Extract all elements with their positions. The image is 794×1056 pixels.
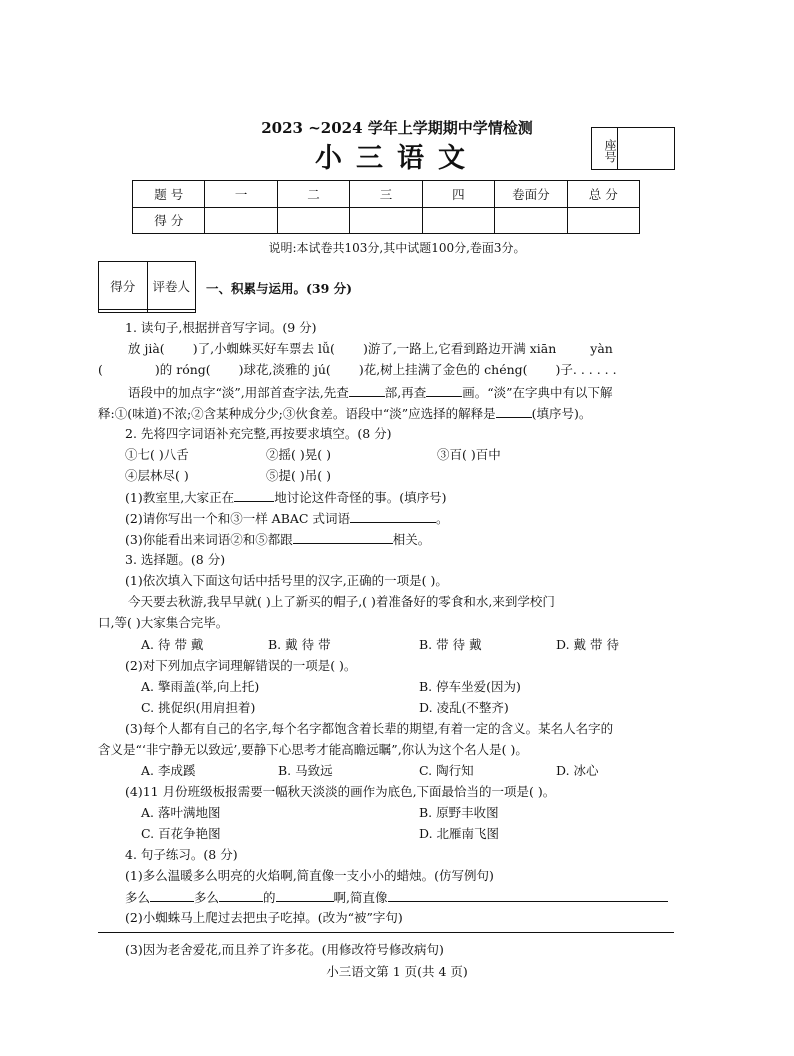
q3-option[interactable]: A. 擎雨盖(举,向上托) xyxy=(141,679,260,694)
q2-word-1: ①七( )八舌 xyxy=(125,447,189,462)
exam-title: 2023 ~2024 学年上学期期中学情检测 xyxy=(261,119,533,137)
q4-fill-line xyxy=(125,889,668,906)
score-header-cell: 二 xyxy=(277,181,349,208)
q1-line4 xyxy=(98,405,591,422)
text: 部,再查 xyxy=(384,385,427,400)
q3-sub-2: (2)对下列加点字词理解错误的一项是( )。 xyxy=(125,658,357,673)
q2-sub-3 xyxy=(125,531,430,548)
q3-passage-2: 口,等( )大家集合完毕。 xyxy=(98,615,229,630)
q3-option[interactable]: D. 凌乱(不整齐) xyxy=(419,700,509,715)
q3-title: 3. 选择题。(8 分) xyxy=(125,552,226,567)
q2-sub-1 xyxy=(125,489,446,506)
q3-option[interactable]: D. 戴 带 待 xyxy=(556,637,619,652)
text: 多么 xyxy=(194,890,220,905)
score-cell[interactable] xyxy=(205,207,277,234)
subject-title: 小三语文 xyxy=(315,143,479,174)
score-cell[interactable] xyxy=(277,207,349,234)
answer-blank[interactable] xyxy=(293,531,393,544)
answer-blank[interactable] xyxy=(350,510,436,523)
score-header-cell: 卷面分 xyxy=(495,181,567,208)
q2-title: 2. 先将四字词语补充完整,再按要求填空。(8 分) xyxy=(125,426,392,441)
grader-table xyxy=(98,261,196,313)
text: 啊,简直像 xyxy=(333,890,388,905)
score-table-header-row xyxy=(133,181,640,208)
score-table-score-row xyxy=(133,207,640,234)
text: )了,小蜘蛛买好车票去 lǚ( xyxy=(192,341,335,356)
q3-option[interactable]: B. 停车坐爱(因为) xyxy=(419,679,521,694)
q3-sub-3a: (3)每个人都有自己的名字,每个名字都饱含着长辈的期望,有着一定的含义。某名人名字的 xyxy=(125,721,614,736)
text: )的 róng( xyxy=(154,362,211,377)
q1-line2 xyxy=(98,362,617,378)
text: 。 xyxy=(435,511,449,526)
q4-sub-3: (3)因为老舍爱花,而且养了许多花。(用修改符号修改病句) xyxy=(125,942,444,957)
q4-title: 4. 句子练习。(8 分) xyxy=(125,847,238,862)
q4-sub-2: (2)小蜘蛛马上爬过去把虫子吃掉。(改为“被”字句) xyxy=(125,910,403,925)
q2-sub-2 xyxy=(125,510,448,527)
seat-label: 座号 xyxy=(592,128,618,169)
score-header-cell: 一 xyxy=(205,181,277,208)
score-header-cell: 总 分 xyxy=(567,181,639,208)
grader-score-label: 得分 xyxy=(99,262,148,310)
text: 放 jià( xyxy=(128,341,165,356)
q2-word-4: ④层林尽( ) xyxy=(125,468,189,483)
q3-option[interactable]: C. 陶行知 xyxy=(419,763,474,778)
score-cell[interactable] xyxy=(567,207,639,234)
seat-number-box xyxy=(591,127,675,170)
answer-blank[interactable] xyxy=(388,889,668,902)
text: 地讨论这件奇怪的事。(填序号) xyxy=(274,490,447,505)
answer-blank[interactable] xyxy=(496,405,532,418)
section-1-heading: 一、积累与运用。(39 分) xyxy=(206,281,353,296)
q2-word-3: ③百( )百中 xyxy=(437,447,501,462)
answer-blank[interactable] xyxy=(234,489,274,502)
text: 的 xyxy=(263,890,276,905)
answer-blank[interactable] xyxy=(150,889,194,902)
page-footer: 小三语文第 1 页(共 4 页) xyxy=(326,964,468,979)
q4-sub-1: (1)多么温暖多么明亮的火焰啊,简直像一支小小的蜡烛。(仿写例句) xyxy=(125,868,494,883)
text: 释:①(味道)不浓;②含某种成分少;③伙食差。语段中“淡”应选择的解释是 xyxy=(98,406,496,421)
score-cell[interactable] xyxy=(422,207,494,234)
text: (填序号)。 xyxy=(531,406,592,421)
q3-option[interactable]: C. 挑促织(用肩担着) xyxy=(141,700,256,715)
text: )子. . . . . . xyxy=(555,362,617,377)
grader-name-cell[interactable] xyxy=(147,310,196,313)
q3-sub-4: (4)11 月份班级板报需要一幅秋天淡淡的画作为底色,下面最恰当的一项是( )。 xyxy=(125,784,556,799)
text: (2)请你写出一个和③一样 ABAC 式词语 xyxy=(125,511,350,526)
grader-score-cell[interactable] xyxy=(99,310,148,313)
answer-blank[interactable] xyxy=(426,384,462,397)
q3-option[interactable]: A. 待 带 戴 xyxy=(141,637,204,652)
q3-option[interactable]: D. 北雁南飞图 xyxy=(419,826,500,841)
q3-option[interactable]: B. 马致远 xyxy=(278,763,333,778)
score-row-label: 得 分 xyxy=(133,207,205,234)
score-header-cell: 四 xyxy=(422,181,494,208)
q1-title: 1. 读句子,根据拼音写字词。(9 分) xyxy=(125,320,317,335)
score-table xyxy=(132,180,640,234)
q3-sub-3b: 含义是“‘非宁静无以致远’,要静下心思考才能高瞻远瞩”,你认为这个名人是( )。 xyxy=(98,742,528,757)
answer-blank[interactable] xyxy=(276,889,334,902)
score-cell[interactable] xyxy=(495,207,567,234)
text: )游了,一路上,它看到路边开满 xiān xyxy=(362,341,557,356)
score-header-cell: 题 号 xyxy=(133,181,205,208)
text: 语段中的加点字“淡”,用部首查字法,先查 xyxy=(128,385,349,400)
q3-sub-1: (1)依次填入下面这句话中括号里的汉字,正确的一项是( )。 xyxy=(125,573,448,588)
text: 相关。 xyxy=(392,532,431,547)
text: )花,树上挂满了金色的 chéng( xyxy=(358,362,528,377)
grader-name-label: 评卷人 xyxy=(147,262,196,310)
q3-option[interactable]: D. 冰心 xyxy=(556,763,599,778)
q3-option[interactable]: A. 李成蹊 xyxy=(141,763,196,778)
q3-passage-1: 今天要去秋游,我早早就( )上了新买的帽子,( )着准备好的零食和水,来到学校门 xyxy=(128,594,555,609)
text: yàn xyxy=(590,341,613,356)
text: 多么 xyxy=(125,890,151,905)
answer-blank[interactable] xyxy=(349,384,385,397)
text: )球花,淡雅的 jú( xyxy=(238,362,331,377)
answer-line[interactable] xyxy=(98,932,674,933)
score-header-cell: 三 xyxy=(350,181,422,208)
q2-word-2: ②摇( )晃( ) xyxy=(266,447,331,462)
q3-option[interactable]: B. 带 待 戴 xyxy=(419,637,482,652)
q1-line1 xyxy=(128,341,613,357)
text: (1)教室里,大家正在 xyxy=(125,490,235,505)
q3-option[interactable]: A. 落叶满地图 xyxy=(141,805,221,820)
score-cell[interactable] xyxy=(350,207,422,234)
q3-option[interactable]: B. 戴 待 带 xyxy=(268,637,331,652)
q3-option[interactable]: B. 原野丰收图 xyxy=(419,805,499,820)
q3-option[interactable]: C. 百花争艳图 xyxy=(141,826,221,841)
q2-word-5: ⑤提( )吊( ) xyxy=(266,468,331,483)
text: ( xyxy=(98,362,103,377)
text: 画。“淡”在字典中有以下解 xyxy=(462,385,613,400)
text: (3)你能看出来词语②和⑤都跟 xyxy=(125,532,293,547)
exam-note: 说明:本试卷共103分,其中试题100分,卷面3分。 xyxy=(268,241,526,255)
q1-line3 xyxy=(128,384,613,401)
answer-blank[interactable] xyxy=(219,889,263,902)
